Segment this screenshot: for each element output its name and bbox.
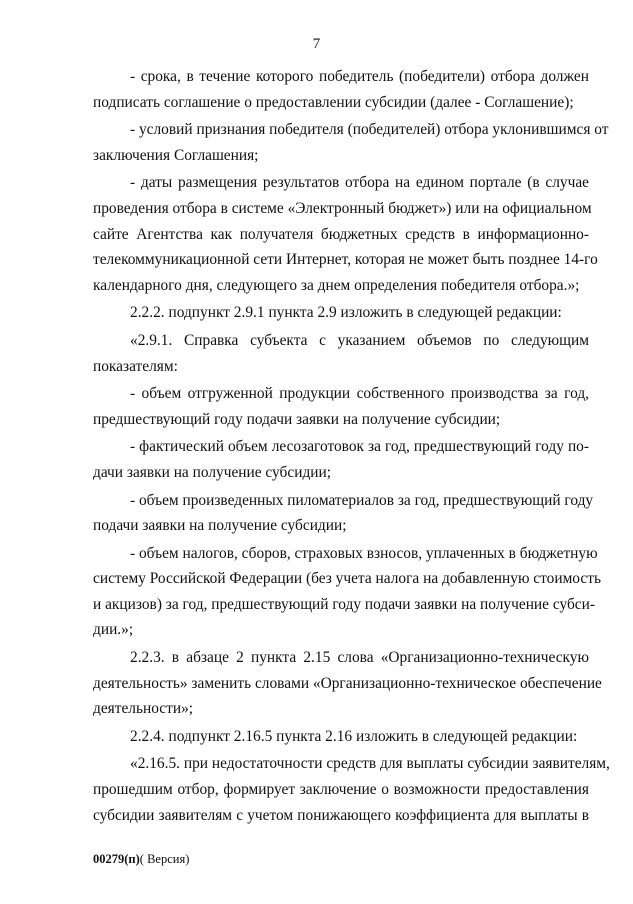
text-line: - объем налогов, сборов, страховых взносов, уплаченных в бюджетную xyxy=(130,544,598,562)
text-line: «2.9.1. Справка субъекта с указанием объемов по следующим xyxy=(130,331,589,349)
paragraph xyxy=(93,645,602,722)
paragraph xyxy=(93,300,589,326)
text-line: дии.»; xyxy=(93,621,134,639)
paragraph xyxy=(93,64,589,115)
text-line: - условий признания победителя (победителей) отбора уклонившимся от xyxy=(130,121,609,139)
text-line: календарного дня, следующего за днем определения победителя отбора.»; xyxy=(93,276,580,294)
text-line: проведения отбора в системе «Электронный бюджет») или на официальном xyxy=(93,199,592,217)
text-line: 2.2.3. в абзаце 2 пункта 2.15 слова «Организационно-техническую xyxy=(130,649,589,667)
document-body xyxy=(93,64,610,830)
text-line: - объем произведенных пиломатериалов за год, предшествующий году xyxy=(130,491,594,509)
text-line: сайте Агентства как получателя бюджетных средств в информационно- xyxy=(93,225,589,243)
text-line: 2.2.2. подпункт 2.9.1 пункта 2.9 изложить в следующей редакции: xyxy=(130,304,562,322)
text-line: показателям: xyxy=(93,357,178,375)
text-line: предшествующий году подачи заявки на получение субсидии; xyxy=(93,410,501,428)
text-line: «2.16.5. при недостаточности средств для выплаты субсидии заявителям, xyxy=(130,755,610,773)
text-line: дачи заявки на получение субсидии; xyxy=(93,463,332,481)
document-code: 00279(п) xyxy=(93,852,140,866)
text-line: - объем отгруженной продукции собственного производства за год, xyxy=(130,385,589,403)
text-line: субсидии заявителям с учетом понижающего коэффициента для выплаты в xyxy=(93,806,589,824)
text-line: телекоммуникационной сети Интернет, которая не может быть позднее 14-го xyxy=(93,251,598,269)
paragraph xyxy=(93,751,610,828)
text-line: систему Российской Федерации (без учета налога на добавленную стоимость xyxy=(93,570,601,588)
text-line: деятельность» заменить словами «Организационно-техническое обеспечение xyxy=(93,674,602,692)
paragraph xyxy=(93,434,589,485)
text-line: деятельности»; xyxy=(93,700,194,718)
paragraph xyxy=(93,488,594,539)
text-line: - фактический объем лесозаготовок за год, предшествующий году по- xyxy=(130,438,589,456)
text-line: прошедшим отбор, формирует заключение о возможности предоставления xyxy=(93,781,589,799)
paragraph xyxy=(93,381,589,432)
text-line: - срока, в течение которого победитель (победители) отбора должен xyxy=(130,68,589,85)
paragraph xyxy=(93,541,601,643)
text-line: подачи заявки на получение субсидии; xyxy=(93,517,347,535)
text-line: 2.2.4. подпункт 2.16.5 пункта 2.16 изложить в следующей редакции: xyxy=(130,727,578,745)
paragraph xyxy=(93,328,589,379)
paragraph xyxy=(93,117,609,168)
text-line: и акцизов) за год, предшествующий году подачи заявки на получение субси- xyxy=(93,595,595,613)
paragraph xyxy=(93,724,589,750)
text-line: подписать соглашение о предоставлении субсидии (далее - Соглашение); xyxy=(93,93,574,111)
document-footer xyxy=(93,852,189,867)
document-version: ( Версия) xyxy=(139,852,190,866)
paragraph xyxy=(93,170,598,298)
text-line: заключения Соглашения; xyxy=(93,146,259,164)
page-number: 7 xyxy=(312,36,321,52)
text-line: - даты размещения результатов отбора на едином портале (в случае xyxy=(130,174,589,192)
